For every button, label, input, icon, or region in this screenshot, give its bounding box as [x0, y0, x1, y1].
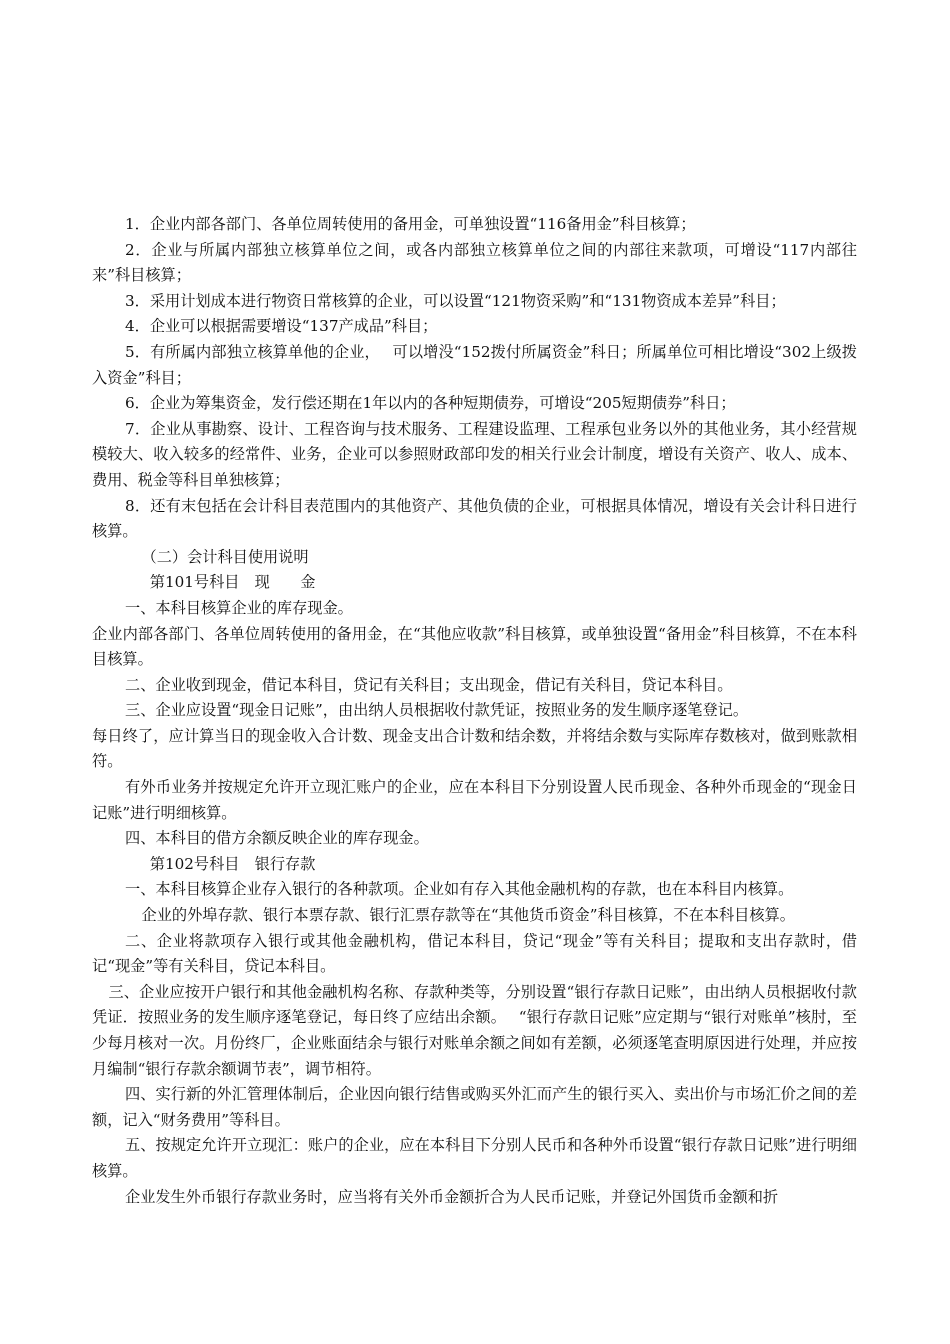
- paragraph: 5．有所属内部独立核算单他的企业， 可以增没“152拨付所属资金”科日；所属单位可相比增设“302上级拨入资金”科目；: [92, 342, 857, 387]
- paragraph: 一、本科目核算企业的库存现金。: [125, 598, 353, 617]
- paragraph: 企业发生外币银行存款业务时，应当将有关外币金额折合为人民币记账，并登记外国货币金额和折: [125, 1187, 779, 1206]
- paragraph: 二、企业将款项存入银行或其他金融机构，借记本科目，贷记“现金”等有关科目；提取和支出存款时，借记“现金”等有关科目，贷记本科目。: [92, 931, 857, 976]
- paragraph: （二）会计科目使用说明: [141, 547, 309, 566]
- paragraph: 第101号科目 现 金: [149, 573, 316, 592]
- paragraph: 企业的外埠存款、银行本票存款、银行汇票存款等在“其他货币资金”科目核算，不在本科目核算。: [141, 906, 795, 925]
- paragraph: 3．采用计划成本进行物资日常核算的企业，可以设置“121物资采购”和“131物资成本差异”科目；: [125, 291, 786, 310]
- paragraph: 6．企业为筹集资金，发行偿还期在1年以内的各种短期债券，可增设“205短期债券”科日；: [125, 394, 736, 413]
- paragraph: 企业内部各部门、各单位周转使用的备用金，在“其他应收款”科目核算，或单独设置“备用金”科目核算，不在本科目核算。: [92, 624, 857, 669]
- paragraph: 每日终了，应计算当日的现金收入合计数、现金支出合计数和结余数，并将结余数与实际库存数核对，做到账款相符。: [92, 726, 857, 771]
- paragraph: 四、本科目的借方余额反映企业的库存现金。: [125, 829, 429, 848]
- paragraph: 8．还有末包括在会计科目表范围内的其他资产、其他负债的企业，可根据具体情况，增设有关会计科日进行核算。: [92, 496, 857, 541]
- paragraph: 四、实行新的外汇管理体制后，企业因向银行结售或购买外汇而产生的银行买入、卖出价与市场汇价之间的差额，记入“财务费用”等科目。: [92, 1085, 857, 1129]
- paragraph: 五、按规定允许开立现汇：账户的企业，应在本科目下分别人民币和各种外币设置“银行存款日记账”进行明细核算。: [92, 1136, 857, 1180]
- paragraph: 有外币业务并按规定允许开立现汇账户的企业，应在本科目下分别设置人民币现金、各种外币现金的“现金日记账”进行明细核算。: [92, 778, 857, 822]
- paragraph: 二、企业收到现金，借记本科目，贷记有关科目；支出现金，借记有关科目，贷记本科目。: [125, 675, 733, 694]
- paragraph: 三、企业应按开户银行和其他金融机构名称、存款种类等，分别设置“银行存款日记账”，由出纳人员根据收付款凭证．按照业务的发生顺序逐笔登记，每日终了应结出余额。 “银行存款日记账”应定期与“银行对账单”核肘，至少每月核对一次。月份终厂，企业账面结余与银行对账单余额之间如有差额，必须逐笔查明原因进行处理，并应按月编制“银行存款余额调节表”，调节相符。: [92, 982, 857, 1078]
- paragraph: 2．企业与所属内部独立核算单位之间，或各内部独立核算单位之间的内部往来款项，可增设“117内部往来”科目核算；: [92, 240, 857, 285]
- paragraph: 三、企业应设置“现金日记账”，由出纳人员根据收付款凭证，按照业务的发生顺序逐笔登记。: [125, 701, 749, 720]
- paragraph: 4．企业可以根据需要增设“137产成品”科目；: [125, 317, 438, 336]
- paragraph: 7．企业从事勘察、设计、工程咨询与技术服务、工程建设监理、工程承包业务以外的其他业务，其小经营规模较大、收入较多的经常件、业务，企业可以参照财政部印发的相关行业会计制度，增设有关资产、收人、成本、费用、税金等科目单独核算；: [92, 419, 857, 489]
- paragraph: 1．企业内部各部门、各单位周转使用的备用金，可单独设置“116备用金”科目核算；: [125, 215, 696, 233]
- paragraph: 第102号科目 银行存款: [149, 854, 316, 873]
- paragraph: 一、本科目核算企业存入银行的各种款项。企业如有存入其他金融机构的存款，也在本科目内核算。: [125, 880, 794, 899]
- document-body: [92, 212, 857, 1210]
